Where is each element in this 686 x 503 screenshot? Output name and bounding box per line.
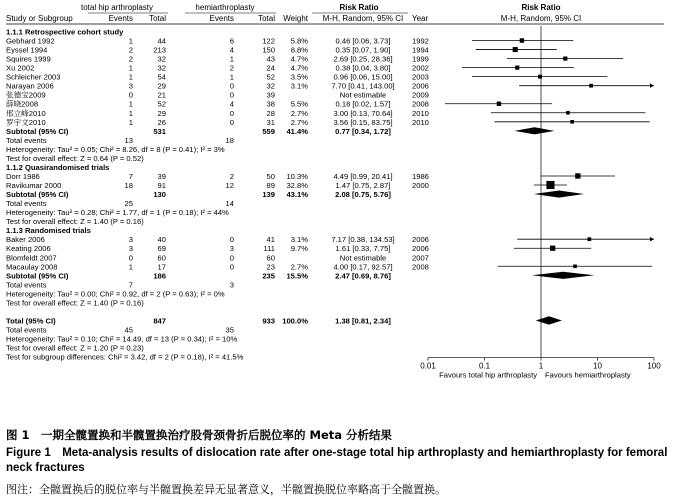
cell-w: 10.3% (286, 171, 308, 181)
rr-header: Risk Ratio (339, 3, 379, 12)
x-tick-label: 0.1 (478, 361, 491, 371)
row-total (6, 316, 391, 325)
x-axis (420, 358, 661, 380)
row-note (6, 353, 244, 362)
cell-year: 2002 (412, 63, 429, 73)
row-events (6, 136, 234, 145)
cell-w: 5.5% (290, 99, 308, 109)
cell-year: 2010 (412, 108, 429, 118)
row-study (6, 55, 429, 64)
cell-e1: 2 (128, 54, 133, 64)
col-events-2: Events (209, 14, 234, 23)
cell-ci: 0.38 [0.04, 3.80] (335, 63, 391, 73)
cell-w: 5.8% (290, 36, 308, 46)
col-ci-plot: M-H, Random, 95% CI (500, 14, 582, 23)
cell-e1: 1 (128, 36, 133, 46)
cell-t1: 40 (157, 235, 166, 245)
study-marker-10 (541, 173, 615, 178)
caption-note: 图注：全髋置换后的脱位率与半髋置换差异无显著意义，半髋置换脱位率略高于全髋置换。 (6, 483, 446, 496)
row-label: Heterogeneity: Tau² = 0.28; Chi² = 1.77, df = 1 (P = 0.18); I² = 44% (6, 208, 229, 218)
cell-year: 2010 (412, 117, 429, 127)
row-study (6, 46, 429, 55)
cell-t1: 847 (153, 316, 166, 326)
row-label: Macaulay 2008 (6, 262, 58, 272)
cell-t2: 50 (266, 171, 275, 181)
cell-year: 2006 (412, 244, 429, 254)
cell-year: 2008 (412, 99, 429, 109)
row-subtotal (6, 127, 391, 136)
cell-t2: 60 (266, 253, 275, 263)
cell-ci: 0.35 [0.07, 1.90] (335, 45, 391, 55)
cell-e2: 4 (229, 45, 234, 55)
cell-e2: 14 (225, 199, 234, 209)
effect-square (573, 264, 577, 268)
row-label: Subtotal (95% CI) (6, 126, 69, 136)
col-total-1: Total (149, 14, 166, 23)
cell-t1: 52 (157, 99, 166, 109)
cell-ci: 7.70 [0.41, 143.00] (331, 81, 395, 91)
cell-t1: 32 (157, 54, 166, 64)
row-label: Total events (6, 325, 47, 335)
row-label: Keating 2006 (6, 244, 51, 254)
row-study (6, 117, 429, 127)
cell-year: 2007 (412, 253, 429, 263)
cell-e2: 4 (229, 99, 234, 109)
total-diamond (536, 316, 562, 324)
study-marker-7 (445, 102, 552, 106)
cell-e1: 1 (128, 108, 133, 118)
cell-w: 15.5% (286, 271, 308, 281)
cell-t2: 38 (266, 99, 275, 109)
x-tick-label: 0.01 (420, 361, 436, 371)
cell-ci: Not estimable (339, 90, 387, 100)
cell-t1: 91 (157, 181, 166, 191)
cell-t1: 32 (157, 63, 166, 73)
effect-square (546, 181, 554, 189)
row-label: Baker 2006 (6, 235, 45, 245)
row-study (6, 90, 429, 100)
cell-t2: 24 (266, 63, 275, 73)
row-heading (6, 28, 124, 37)
cell-year: 1986 (412, 171, 429, 181)
row-note (6, 154, 144, 163)
cell-e2: 1 (229, 72, 234, 82)
x-tick-label: 1 (538, 361, 544, 371)
row-study (6, 73, 429, 82)
cell-ci: 3.56 [0.15, 83.75] (333, 117, 393, 127)
cell-w: 100.0% (282, 316, 308, 326)
row-label: Narayan 2006 (6, 81, 54, 91)
study-marker-3 (507, 56, 623, 60)
col-ci: M-H, Random, 95% CI (322, 14, 404, 23)
cell-t1: 39 (157, 171, 166, 181)
cell-w: 2.7% (290, 117, 308, 127)
group2-header: hemiarthroplasty (195, 3, 255, 12)
cell-w: 4.7% (290, 54, 308, 64)
row-label: Blomfeldt 2007 (6, 253, 57, 263)
cell-e1: 3 (128, 235, 133, 245)
effect-square (587, 237, 591, 241)
cell-w: 3.5% (290, 72, 308, 82)
row-label: 1.1.2 Quasirandomised trials (6, 162, 110, 172)
x-tick-label: 10 (593, 361, 602, 371)
cell-e1: 2 (128, 45, 133, 55)
cell-t2: 32 (266, 81, 275, 91)
cell-ci: 0.46 [0.06, 3.73] (335, 36, 391, 46)
row-study (6, 37, 429, 46)
row-label: 1.1.3 Randomised trials (6, 226, 91, 236)
cell-e1: 7 (128, 280, 133, 290)
caption-en: Figure 1 Meta-analysis results of dislocation rate after one-stage total hip arthroplasty and hemiarthroplasty for femoral neck fractures (6, 447, 668, 474)
subtotal-diamond (515, 127, 555, 134)
cell-e1: 45 (124, 325, 133, 335)
cell-w: 2.7% (290, 108, 308, 118)
cell-t2: 31 (266, 117, 275, 127)
cell-t2: 111 (263, 244, 275, 254)
cell-w: 41.4% (286, 126, 308, 136)
cell-ci: 2.69 [0.25, 28.36] (333, 54, 393, 64)
cell-ci: 2.47 [0.69, 8.76] (335, 271, 391, 281)
cell-ci: 4.49 [0.99, 20.41] (333, 171, 393, 181)
cell-w: 2.7% (290, 262, 308, 272)
row-label: Eyssel 1994 (6, 45, 48, 55)
row-study (6, 64, 429, 73)
cell-year: 1994 (412, 45, 429, 55)
cell-t2: 23 (266, 262, 275, 272)
row-label: Test for overall effect: Z = 1.40 (P = 0.16) (6, 217, 144, 227)
effect-square (515, 66, 519, 70)
cell-e1: 3 (128, 81, 133, 91)
row-subtotal (6, 271, 391, 280)
cell-t1: 17 (157, 262, 166, 272)
study-marker-8 (491, 111, 646, 115)
cell-ci: 1.38 [0.81, 2.34] (335, 316, 391, 326)
cell-t1: 130 (153, 190, 166, 200)
cell-t1: 26 (157, 117, 166, 127)
row-study (6, 262, 429, 271)
cell-t2: 43 (266, 54, 275, 64)
cell-t2: 28 (266, 108, 275, 118)
cell-t1: 54 (157, 72, 166, 82)
cell-e2: 35 (225, 325, 234, 335)
row-label: Test for overall effect: Z = 1.40 (P = 0.16) (6, 298, 144, 308)
cell-w: 3.1% (290, 235, 308, 245)
cell-year: 1992 (412, 36, 429, 46)
cell-w: 8.8% (290, 45, 308, 55)
favours-left-label: Favours total hip arthroplasty (439, 370, 537, 380)
cell-e1: 7 (128, 171, 133, 181)
col-weight: Weight (283, 14, 308, 23)
cell-t2: 139 (262, 190, 275, 200)
cell-ci: 0.77 [0.34, 1.72] (335, 126, 391, 136)
row-note (6, 335, 238, 344)
row-note (6, 217, 144, 226)
cell-t1: 44 (157, 36, 166, 46)
cell-year: 2006 (412, 81, 429, 91)
row-study (6, 172, 429, 181)
cell-e1: 25 (124, 199, 133, 209)
cell-e2: 0 (229, 253, 234, 263)
cell-t2: 39 (266, 90, 275, 100)
cell-w: 4.7% (290, 63, 308, 73)
effect-square (513, 47, 518, 52)
row-events (6, 199, 234, 208)
cell-year: 2008 (412, 262, 429, 272)
row-label: Total events (6, 199, 47, 209)
cell-ci: 2.08 [0.75, 5.76] (335, 190, 391, 200)
cell-year: 2009 (412, 90, 429, 100)
cell-ci: Not estimable (339, 253, 387, 263)
cell-e2: 0 (229, 235, 234, 245)
study-marker-5 (472, 75, 607, 79)
effect-square (497, 102, 501, 106)
row-label: Test for overall effect: Z = 1.20 (P = 0.23) (6, 343, 144, 353)
cell-e1: 3 (128, 244, 133, 254)
col-study: Study or Subgroup (6, 14, 73, 23)
study-marker-2 (476, 47, 557, 52)
row-label: Total events (6, 135, 47, 145)
effect-square (550, 246, 555, 251)
x-tick-label: 100 (647, 361, 661, 371)
study-marker-14 (498, 264, 653, 268)
cell-t2: 235 (262, 271, 275, 281)
cell-w: 43.1% (286, 190, 308, 200)
effect-square (566, 111, 570, 115)
row-study (6, 181, 429, 190)
cell-e2: 0 (229, 81, 234, 91)
row-note (6, 344, 144, 353)
cell-t1: 60 (157, 253, 166, 263)
cell-t2: 41 (266, 235, 275, 245)
row-events (6, 325, 234, 334)
cell-t2: 122 (262, 36, 275, 46)
row-note (6, 208, 229, 217)
row-label: Squires 1999 (6, 54, 51, 64)
row-label: Heterogeneity: Tau² = 0.10; Chi² = 14.49, df = 13 (P = 0.34); I² = 10% (6, 334, 238, 344)
cell-ci: 1.47 [0.75, 2.87] (335, 181, 391, 191)
cell-t1: 186 (153, 271, 166, 281)
subtotal-diamond (534, 190, 584, 197)
cell-e2: 0 (229, 108, 234, 118)
cell-t1: 29 (157, 108, 166, 118)
row-study (6, 82, 429, 91)
row-label: Heterogeneity: Tau² = 0.05; Chi² = 8.26, df = 8 (P = 0.41); I² = 3% (6, 144, 225, 154)
row-label: Total events (6, 280, 47, 290)
col-total-2: Total (258, 14, 275, 23)
row-label: Xu 2002 (6, 63, 35, 73)
cell-t1: 213 (153, 45, 166, 55)
row-note (6, 145, 225, 154)
row-label: Test for subgroup differences: Chi² = 3.42, df = 2 (P = 0.18), I² = 41.5% (6, 352, 244, 362)
effect-square (520, 38, 524, 42)
effect-square (575, 173, 580, 178)
favours-right-label: Favours hemiarthroplasty (545, 370, 631, 380)
effect-square (563, 56, 567, 60)
study-marker-4 (462, 66, 574, 70)
cell-e2: 0 (229, 90, 234, 100)
group1-header: total hip arthroplasty (80, 3, 154, 12)
caption-cn: 图 1 一期全髋置换和半髋置换治疗股骨颈骨折后脱位率的 Meta 分析结果 (6, 428, 393, 442)
row-label: Ravikumar 2000 (6, 181, 62, 191)
row-label: Subtotal (95% CI) (6, 271, 69, 281)
cell-ci: 0.96 [0.06, 15.00] (333, 72, 393, 82)
cell-t2: 559 (262, 126, 275, 136)
cell-ci: 4.00 [0.17, 92.57] (333, 262, 393, 272)
study-marker-13 (514, 246, 591, 251)
cell-e2: 12 (225, 181, 234, 191)
cell-e1: 1 (128, 262, 133, 272)
cell-w: 9.7% (290, 244, 308, 254)
row-note (6, 289, 225, 298)
row-label: 张德宝2009 (6, 90, 46, 100)
row-heading (6, 226, 91, 235)
cell-e2: 0 (229, 262, 234, 272)
cell-e2: 2 (229, 171, 234, 181)
cell-e1: 18 (124, 181, 133, 191)
cell-t2: 150 (262, 45, 275, 55)
row-label: Heterogeneity: Tau² = 0.00; Chi² = 0.92, df = 2 (P = 0.63); I² = 0% (6, 289, 225, 299)
row-label: Gebhard 1992 (6, 36, 55, 46)
row-study (6, 244, 429, 253)
cell-e1: 1 (128, 99, 133, 109)
cell-e2: 0 (229, 117, 234, 127)
cell-t2: 89 (266, 181, 275, 191)
cell-t2: 933 (262, 316, 275, 326)
ci-arrow (650, 83, 654, 87)
cell-t2: 52 (266, 72, 275, 82)
cell-ci: 0.18 [0.02, 1.57] (335, 99, 391, 109)
row-heading (6, 163, 109, 172)
row-label: Schleicher 2003 (6, 72, 61, 82)
row-label: Dorr 1986 (6, 171, 40, 181)
col-year: Year (412, 14, 429, 23)
effect-square (589, 84, 593, 88)
row-study (6, 108, 429, 118)
cell-year: 2003 (412, 72, 429, 82)
row-study (6, 235, 429, 244)
study-marker-9 (494, 120, 649, 124)
cell-e1: 1 (128, 72, 133, 82)
row-events (6, 280, 234, 289)
cell-e1: 13 (124, 135, 133, 145)
cell-w: 3.1% (290, 81, 308, 91)
cell-e2: 18 (225, 135, 234, 145)
cell-year: 2000 (412, 181, 429, 191)
cell-e2: 2 (229, 63, 234, 73)
cell-e2: 6 (229, 36, 234, 46)
cell-year: 1999 (412, 54, 429, 64)
cell-e1: 0 (128, 253, 133, 263)
row-note (6, 298, 144, 307)
study-marker-6 (519, 83, 654, 87)
cell-ci: 3.00 [0.13, 70.64] (333, 108, 393, 118)
cell-t1: 69 (157, 244, 166, 254)
study-marker-1 (472, 38, 573, 42)
cell-e2: 1 (229, 54, 234, 64)
row-label: Test for overall effect: Z = 0.64 (P = 0.52) (6, 153, 144, 163)
cell-e2: 3 (229, 280, 234, 290)
cell-e1: 1 (128, 117, 133, 127)
row-label: 罗宇文2010 (6, 117, 46, 127)
cell-ci: 7.17 [0.38, 134.53] (331, 235, 395, 245)
row-label: 邢立峰2010 (6, 108, 46, 118)
rr-header-plot: Risk Ratio (521, 3, 561, 12)
study-marker-12 (517, 237, 654, 241)
ci-arrow (650, 237, 654, 241)
cell-t1: 21 (157, 90, 166, 100)
cell-e2: 3 (229, 244, 234, 254)
cell-ci: 1.61 [0.33, 7.75] (335, 244, 391, 254)
cell-year: 2006 (412, 235, 429, 245)
cell-e1: 1 (128, 63, 133, 73)
effect-square (570, 120, 574, 124)
row-study (6, 253, 429, 262)
cell-t1: 531 (153, 126, 166, 136)
row-label: Total (95% CI) (6, 316, 56, 326)
row-label: Subtotal (95% CI) (6, 190, 69, 200)
cell-t1: 29 (157, 81, 166, 91)
row-label: 薛晓2008 (6, 99, 39, 109)
row-subtotal (6, 190, 391, 199)
row-label: 1.1.1 Retrospective cohort study (6, 27, 124, 37)
cell-e1: 0 (128, 90, 133, 100)
col-events-1: Events (108, 14, 133, 23)
study-marker-11 (534, 181, 567, 189)
row-study (6, 99, 429, 109)
cell-w: 32.8% (286, 181, 308, 191)
